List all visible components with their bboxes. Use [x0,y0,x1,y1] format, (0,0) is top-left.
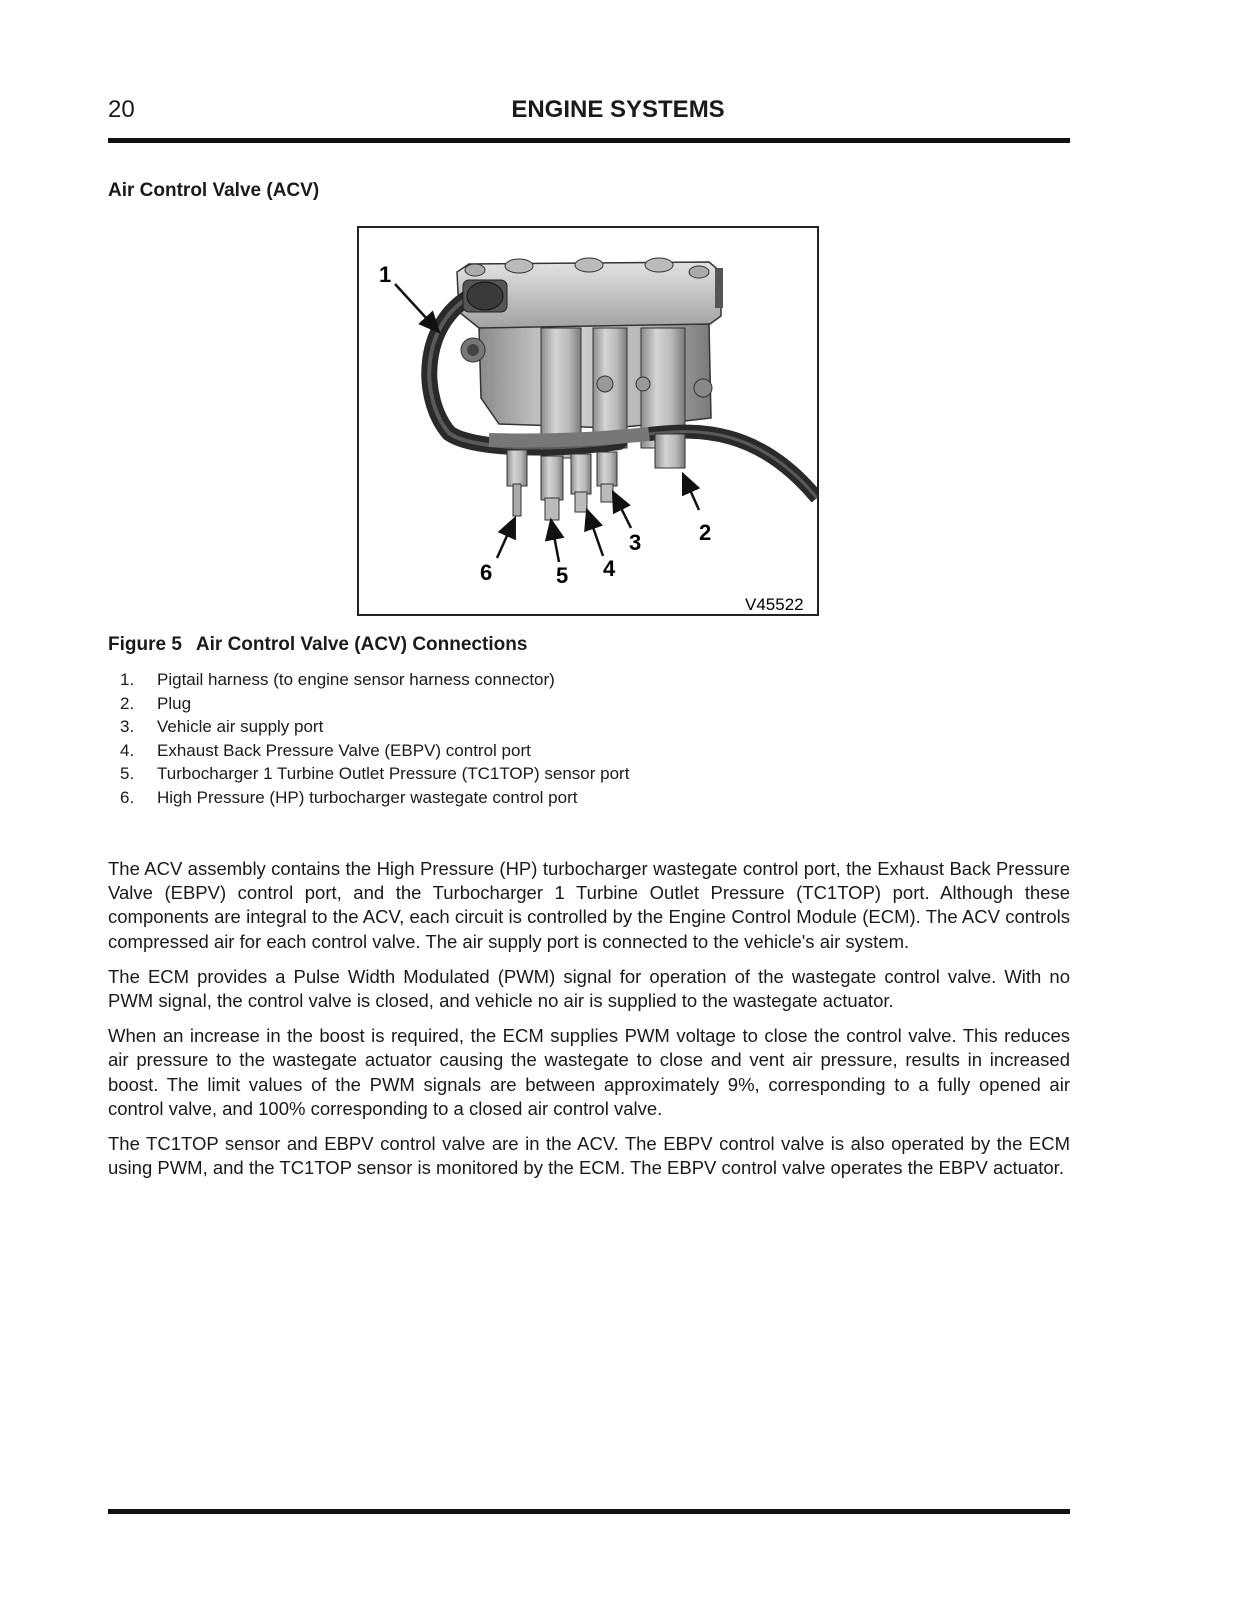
legend-number: 5. [120,764,135,784]
callout-6: 6 [480,560,493,585]
body-text [108,857,1070,1191]
legend-number: 1. [120,670,135,689]
legend-text: Turbocharger 1 Turbine Outlet Pressure (TC1TOP) sensor port [157,764,630,784]
callout-4: 4 [603,556,616,581]
callout-3: 3 [629,530,642,555]
legend-text: Exhaust Back Pressure Valve (EBPV) control port [157,740,531,760]
page-header-title: ENGINE SYSTEMS [511,96,725,123]
legend-number: 2. [120,693,135,713]
figure-5 [357,226,819,616]
legend-text: High Pressure (HP) turbocharger wastegate control port [157,787,578,807]
paragraph: The ACV assembly contains the High Pressure (HP) turbocharger wastegate control port, the Exhaust Back Pressure Valve (EBPV) control port, and the Turbocharger 1 Turbine Outlet Pressure (TC1TOP) port. Although these components are integral to the ACV, each circuit is controlled by the Engine Control Module (ECM). The ACV controls compressed air for each control valve. The air supply port is connected to the vehicle's air system. [108,858,1070,952]
figure-code: V45522 [745,595,804,614]
legend-number: 4. [120,740,135,760]
legend-number: 3. [120,717,135,737]
page-number: 20 [108,96,135,123]
figure-title: Air Control Valve (ACV) Connections [195,634,528,655]
paragraph: The TC1TOP sensor and EBPV control valve are in the ACV. The EBPV control valve is also operated by the ECM using PWM, and the TC1TOP sensor is monitored by the ECM. The EBPV control valve operates the EBPV actuator. [108,1133,1070,1179]
acv-illustration [359,228,817,614]
callout-5: 5 [556,563,569,588]
footer-rule [108,1509,1070,1514]
header-rule [108,138,1070,143]
legend-text: Vehicle air supply port [157,717,324,737]
paragraph: When an increase in the boost is required, the ECM supplies PWM voltage to close the control valve. This reduces air pressure to the wastegate actuator causing the wastegate to close and vent air pressure, results in increased boost. The limit values of the PWM signals are between approximately 9%, corresponding to a fully opened air control valve, and 100% corresponding to a closed air control valve. [108,1025,1070,1119]
legend-number: 6. [120,787,135,807]
section-heading: Air Control Valve (ACV) [108,180,320,201]
callout-2: 2 [699,520,712,545]
legend-text: Plug [157,693,192,713]
figure-caption [108,634,527,656]
figure-number: Figure 5 [108,634,182,655]
paragraph: The ECM provides a Pulse Width Modulated (PWM) signal for operation of the wastegate control valve. With no PWM signal, the control valve is closed, and vehicle no air is supplied to the wastegate actuator. [108,965,1070,1012]
legend-text: Pigtail harness (to engine sensor harness connector) [157,670,555,689]
callout-1: 1 [379,262,392,287]
